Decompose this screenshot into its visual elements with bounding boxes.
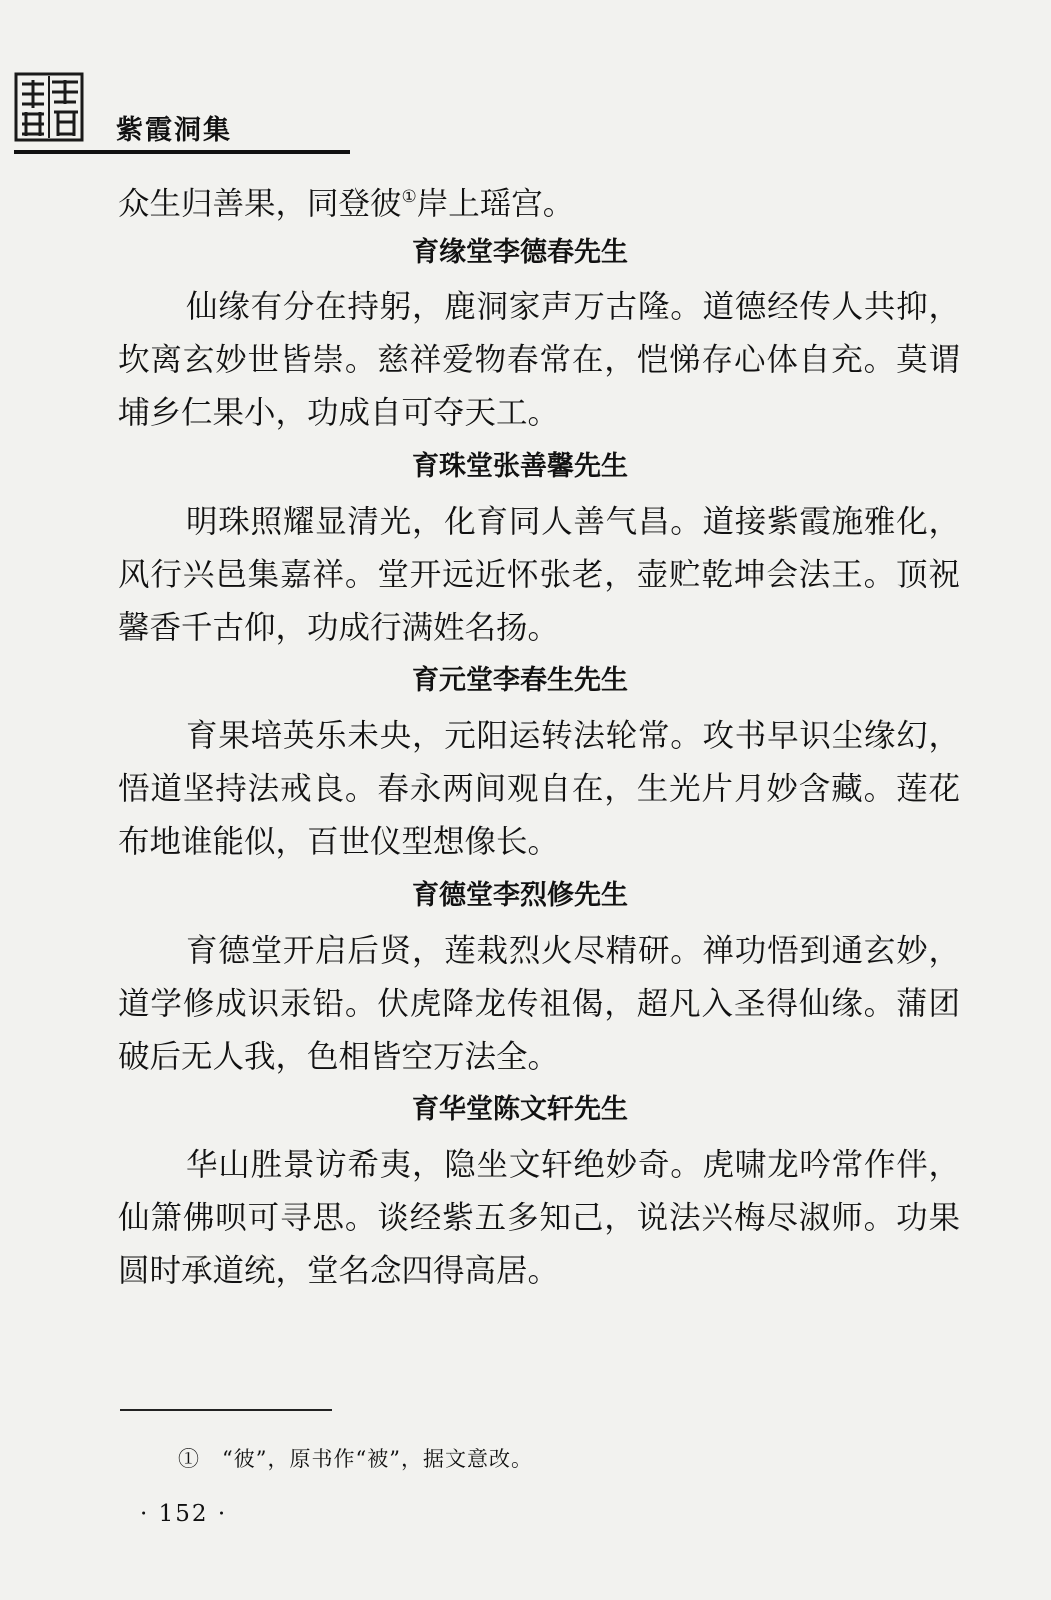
footnote: ① “彼”，原书作“被”，据文意改。	[178, 1447, 533, 1471]
poem-line: 育果培英乐未央，元阳运转法轮常。攻书早识尘缘幻，	[186, 718, 960, 754]
continuation-line: 众生归善果，同登彼①岸上瑶宫。	[118, 186, 575, 222]
poem-line: 华山胜景访希夷，隐坐文轩绝妙奇。虎啸龙吟常作伴，	[186, 1147, 960, 1183]
poem-line: 坎离玄妙世皆崇。慈祥爱物春常在，恺悌存心体自充。莫谓	[118, 342, 960, 378]
poem-line: 明珠照耀显清光，化育同人善气昌。道接紫霞施雅化，	[186, 504, 960, 540]
poem-line: 风行兴邑集嘉祥。堂开远近怀张老，壶贮乾坤会法王。顶祝	[118, 557, 960, 593]
poem-line: 圆时承道统，堂名念四得高居。	[118, 1253, 560, 1289]
book-title: 紫霞洞集	[116, 115, 232, 146]
poem-line: 育德堂开启后贤，莲栽烈火尽精研。禅功悟到通玄妙，	[186, 933, 960, 969]
header-rule	[14, 150, 350, 154]
poem-line: 道学修成识汞铅。伏虎降龙传祖偈，超凡入圣得仙缘。蒲团	[118, 986, 960, 1022]
poem-line: 馨香千古仰，功成行满姓名扬。	[118, 610, 560, 646]
poem-line: 悟道坚持法戒良。春永两间观自在，生光片月妙含藏。莲花	[118, 771, 960, 807]
poem-line: 布地谁能似，百世仪型想像长。	[118, 824, 560, 860]
poem-line: 仙箫佛呗可寻思。谈经紫五多知己，说法兴梅尽淑师。功果	[118, 1200, 960, 1236]
poem-line: 仙缘有分在持躬，鹿洞家声万古隆。道德经传人共抑，	[186, 289, 960, 325]
seal-logo	[14, 72, 84, 142]
footnote-mark: ①	[401, 187, 417, 207]
book-page: 紫霞洞集 众生归善果，同登彼①岸上瑶宫。 育缘堂李德春先生 仙缘有分在持躬，鹿洞家声万古隆。道德经传人共抑， 坎离玄妙世皆崇。慈祥爱物春常在，恺悌存心体自充。莫谓 埔乡仁果小，功成自可夺天工。 育珠堂张善馨先生 明珠照耀显清光，化育同人善气昌。道接紫霞施雅化， 风行兴邑集嘉祥。堂开远近怀张老，壶贮乾坤会法王。顶祝 馨香千古仰，功成行满姓名扬。 育元堂李春生先生 育果培英乐未央，元阳运转法轮常。攻书早识尘缘幻， 悟道坚持法戒良。春永两间观自在，生光片月妙含藏。莲花 布地谁能似，百世仪型想像长。 育德堂李烈修先生 育德堂开启后贤，莲栽烈火尽精研。禅功悟到通玄妙， 道学修成识汞铅。伏虎降龙传祖偈，超凡入圣得仙缘。蒲团 破后无人我，色相皆空万法全。 育华堂陈文轩先生 华山胜景访希夷，隐坐文轩绝妙奇。虎啸龙吟常作伴， 仙箫佛呗可寻思。谈经紫五多知己，说法兴梅尽淑师。功果 圆时承道统，堂名念四得高居。 ① “彼”，原书作“被”，据文意改。 · 152 ·	[0, 0, 1051, 1600]
footnote-rule	[120, 1409, 332, 1411]
page-number: · 152 ·	[140, 1501, 228, 1527]
poem-line: 埔乡仁果小，功成自可夺天工。	[118, 395, 560, 431]
poem-line: 破后无人我，色相皆空万法全。	[118, 1039, 560, 1075]
